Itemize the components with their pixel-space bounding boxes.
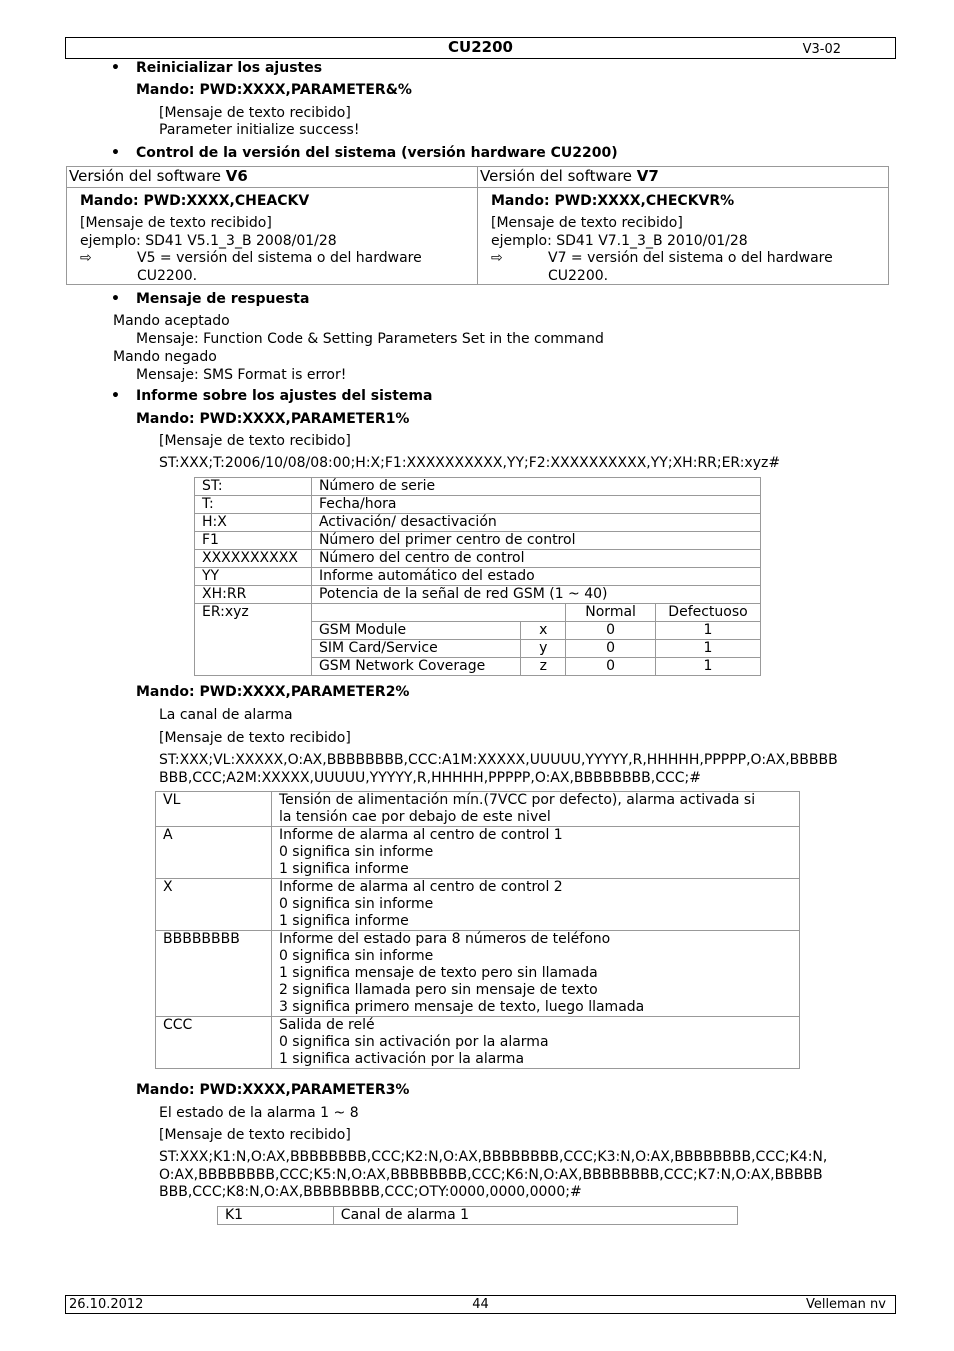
param-value: Número del primer centro de control bbox=[311, 532, 760, 550]
v7-line-1: [Mensaje de texto recibido] bbox=[491, 215, 683, 231]
table-row bbox=[195, 496, 761, 514]
param-key: XH:RR bbox=[195, 586, 312, 604]
v6-line-2: ejemplo: SD41 V5.1_3_B 2008/01/28 bbox=[80, 233, 337, 249]
er-code: x bbox=[521, 622, 566, 640]
v6-line-1: [Mensaje de texto recibido] bbox=[80, 215, 272, 231]
table-row bbox=[195, 568, 761, 586]
arrow-icon: ⇨ bbox=[80, 250, 92, 266]
table-row bbox=[195, 532, 761, 550]
reply-denied: Mando negado bbox=[113, 349, 217, 365]
p2-value bbox=[271, 827, 799, 879]
er-normal: 0 bbox=[566, 640, 656, 658]
k1-value: Canal de alarma 1 bbox=[333, 1207, 737, 1225]
p2-value-line: Salida de relé bbox=[278, 1017, 375, 1033]
bullet-reset: • Reinicializar los ajustes bbox=[136, 60, 322, 77]
er-item: GSM Module bbox=[311, 622, 520, 640]
p3-sms-3: BBB,CCC;K8:N,O:AX,BBBBBBBB,CCC;OTY:0000,0000,0000;# bbox=[159, 1184, 582, 1200]
p2-sms-1: ST:XXX;VL:XXXXX,O:AX,BBBBBBBB,CCC:A1M:XXXXX,UUUUU,YYYYY,R,HHHHH,PPPPP,O:AX,BBBBB bbox=[159, 752, 838, 768]
table-row bbox=[218, 1207, 738, 1225]
p2-value-line: la tensión cae por debajo de este nivel bbox=[278, 809, 551, 825]
param-key: YY bbox=[195, 568, 312, 586]
param-key: F1 bbox=[195, 532, 312, 550]
bullet-report: • Informe sobre los ajustes del sistema bbox=[136, 388, 432, 405]
bullet-version: • Control de la versión del sistema (versión hardware CU2200) bbox=[136, 145, 618, 162]
param-key: XXXXXXXXXX bbox=[195, 550, 312, 568]
p2-value-line: 3 significa primero mensaje de texto, luego llamada bbox=[278, 999, 645, 1015]
er-code: z bbox=[521, 658, 566, 676]
param-key: ST: bbox=[195, 478, 312, 496]
page-footer bbox=[65, 1295, 896, 1314]
v6-arrow-line-1: V5 = versión del sistema o del hardware bbox=[137, 250, 422, 266]
table-row bbox=[156, 792, 800, 827]
table-row bbox=[195, 478, 761, 496]
v7-arrow-line-1: V7 = versión del sistema o del hardware bbox=[548, 250, 833, 266]
p3-received: [Mensaje de texto recibido] bbox=[159, 1127, 351, 1143]
p2-value-line: 0 significa sin informe bbox=[278, 844, 434, 860]
er-defective: 1 bbox=[656, 622, 761, 640]
v7-command: Mando: PWD:XXXX,CHECKVR% bbox=[491, 193, 735, 209]
version-table bbox=[66, 166, 889, 285]
reply-denied-msg: Mensaje: SMS Format is error! bbox=[136, 367, 347, 383]
p2-value-line: 1 significa informe bbox=[278, 861, 409, 877]
param-value: Número del centro de control bbox=[311, 550, 760, 568]
reply-accepted-msg: Mensaje: Function Code & Setting Parameters Set in the command bbox=[136, 331, 604, 347]
footer-company: Velleman nv bbox=[805, 1297, 886, 1312]
p2-value-line: 0 significa sin informe bbox=[278, 896, 434, 912]
cmd-parameter2: Mando: PWD:XXXX,PARAMETER2% bbox=[136, 684, 410, 700]
table-row bbox=[156, 931, 800, 1017]
v7-heading: Versión del software V7 bbox=[480, 167, 659, 185]
cmd-reset: Mando: PWD:XXXX,PARAMETER&% bbox=[136, 82, 412, 98]
v6-arrow-line-2: CU2200. bbox=[137, 268, 198, 284]
er-defective: 1 bbox=[656, 640, 761, 658]
parameter3-table bbox=[217, 1206, 738, 1225]
footer-date: 26.10.2012 bbox=[69, 1297, 144, 1312]
v7-line-2: ejemplo: SD41 V7.1_3_B 2010/01/28 bbox=[491, 233, 748, 249]
parameter1-table bbox=[194, 477, 761, 676]
page-header bbox=[65, 37, 896, 59]
footer-page: 44 bbox=[472, 1297, 489, 1312]
er-label: ER:xyz bbox=[195, 604, 312, 676]
p2-key: BBBBBBBB bbox=[156, 931, 272, 1017]
k1-key: K1 bbox=[218, 1207, 334, 1225]
table-row bbox=[156, 1017, 800, 1069]
er-code: y bbox=[521, 640, 566, 658]
p2-value bbox=[271, 792, 799, 827]
p2-key: A bbox=[156, 827, 272, 879]
p2-value bbox=[271, 1017, 799, 1069]
param-value: Informe automático del estado bbox=[311, 568, 760, 586]
cmd-parameter3: Mando: PWD:XXXX,PARAMETER3% bbox=[136, 1082, 410, 1098]
p2-value-line: Tensión de alimentación mín.(7VCC por defecto), alarma activada si bbox=[278, 792, 756, 808]
cmd-parameter1: Mando: PWD:XXXX,PARAMETER1% bbox=[136, 411, 410, 427]
v6-command: Mando: PWD:XXXX,CHEACKV bbox=[80, 193, 310, 209]
doc-title: CU2200 bbox=[448, 38, 513, 56]
p2-value bbox=[271, 931, 799, 1017]
p3-sms-1: ST:XXX;K1:N,O:AX,BBBBBBBB,CCC;K2:N,O:AX,BBBBBBBB,CCC;K3:N,O:AX,BBBBBBBB,CCC;K4:N, bbox=[159, 1149, 828, 1165]
p3-sms-2: O:AX,BBBBBBBB,CCC;K5:N,O:AX,BBBBBBBB,CCC;K6:N,O:AX,BBBBBBBB,CCC;K7:N,O:AX,BBBBB bbox=[159, 1167, 823, 1183]
reset-line-2: Parameter initialize success! bbox=[159, 122, 360, 138]
p2-value-line: 0 significa sin informe bbox=[278, 948, 434, 964]
table-row bbox=[195, 550, 761, 568]
table-row bbox=[195, 514, 761, 532]
er-head-defective: Defectuoso bbox=[656, 604, 761, 622]
p2-value-line: 2 significa llamada pero sin mensaje de texto bbox=[278, 982, 598, 998]
p2-value-line: Informe de alarma al centro de control 1 bbox=[278, 827, 563, 843]
param-value: Potencia de la señal de red GSM (1 ~ 40) bbox=[311, 586, 760, 604]
table-row bbox=[156, 879, 800, 931]
table-row bbox=[195, 604, 761, 622]
parameter2-table bbox=[155, 791, 800, 1069]
doc-version: V3-02 bbox=[802, 42, 841, 57]
report-received: [Mensaje de texto recibido] bbox=[159, 433, 351, 449]
er-normal: 0 bbox=[566, 622, 656, 640]
table-row bbox=[156, 827, 800, 879]
p2-value-line: 0 significa sin activación por la alarma bbox=[278, 1034, 549, 1050]
p2-key: VL bbox=[156, 792, 272, 827]
er-item: GSM Network Coverage bbox=[311, 658, 520, 676]
reset-line-1: [Mensaje de texto recibido] bbox=[159, 105, 351, 121]
er-item: SIM Card/Service bbox=[311, 640, 520, 658]
er-normal: 0 bbox=[566, 658, 656, 676]
p2-value-line: 1 significa mensaje de texto pero sin llamada bbox=[278, 965, 598, 981]
p2-value bbox=[271, 879, 799, 931]
report-sms: ST:XXX;T:2006/10/08/08:00;H:X;F1:XXXXXXXXXX,YY;F2:XXXXXXXXXX,YY;XH:RR;ER:xyz# bbox=[159, 455, 781, 471]
p3-state: El estado de la alarma 1 ~ 8 bbox=[159, 1105, 359, 1121]
p2-key: X bbox=[156, 879, 272, 931]
p2-value-line: Informe de alarma al centro de control 2 bbox=[278, 879, 563, 895]
er-blank-cell bbox=[311, 604, 565, 622]
er-head-normal: Normal bbox=[566, 604, 656, 622]
p2-channel: La canal de alarma bbox=[159, 707, 293, 723]
bullet-reply: • Mensaje de respuesta bbox=[136, 291, 309, 308]
param-value: Fecha/hora bbox=[311, 496, 760, 514]
param-key: T: bbox=[195, 496, 312, 514]
p2-sms-2: BBB,CCC;A2M:XXXXX,UUUUU,YYYYY,R,HHHHH,PPPPP,O:AX,BBBBBBBB,CCC;# bbox=[159, 770, 701, 786]
param-key: H:X bbox=[195, 514, 312, 532]
er-defective: 1 bbox=[656, 658, 761, 676]
p2-value-line: 1 significa informe bbox=[278, 913, 409, 929]
table-row bbox=[195, 586, 761, 604]
arrow-icon: ⇨ bbox=[491, 250, 503, 266]
v6-heading: Versión del software V6 bbox=[69, 167, 248, 185]
p2-value-line: Informe del estado para 8 números de teléfono bbox=[278, 931, 611, 947]
reply-accepted: Mando aceptado bbox=[113, 313, 230, 329]
param-value: Número de serie bbox=[311, 478, 760, 496]
p2-value-line: 1 significa activación por la alarma bbox=[278, 1051, 525, 1067]
param-value: Activación/ desactivación bbox=[311, 514, 760, 532]
p2-key: CCC bbox=[156, 1017, 272, 1069]
v7-arrow-line-2: CU2200. bbox=[548, 268, 609, 284]
p2-received: [Mensaje de texto recibido] bbox=[159, 730, 351, 746]
